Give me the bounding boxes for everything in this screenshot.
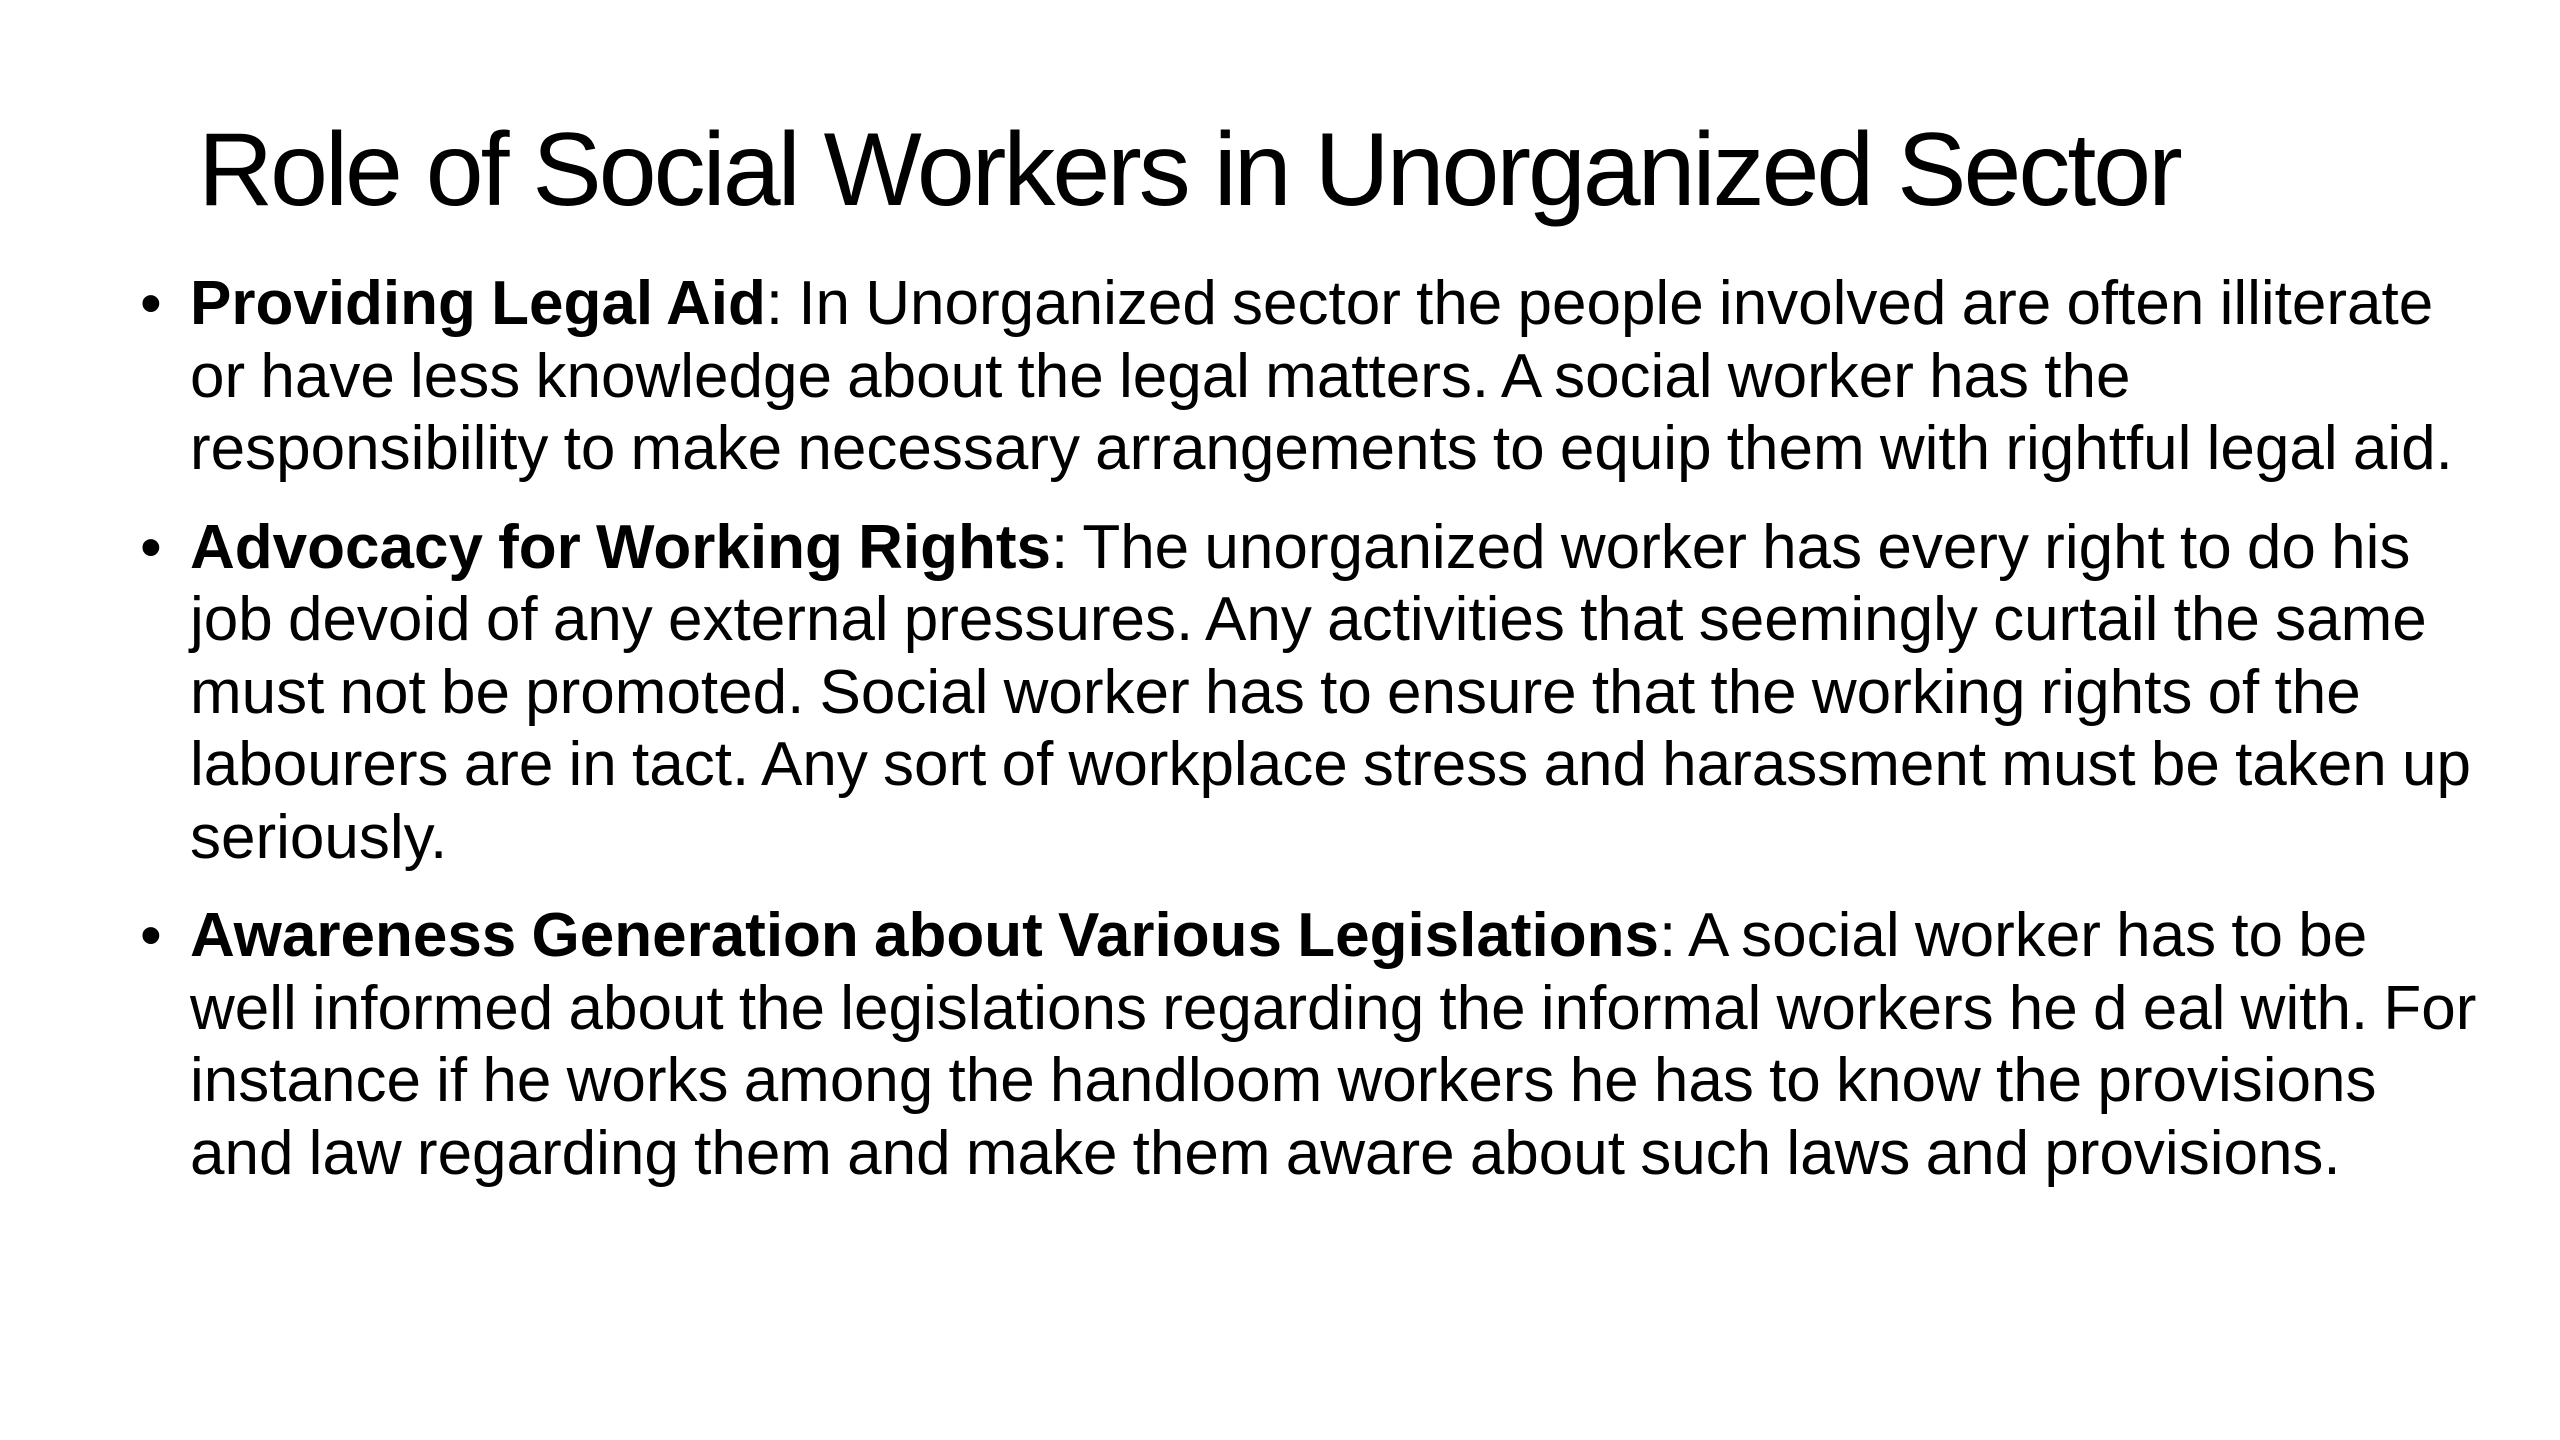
bullet-heading: Advocacy for Working Rights	[190, 512, 1051, 582]
bullet-text: A social worker has to be well informed about the legislations regarding the informal workers he d eal with. For instance if he works among the handloom workers he has to know the provisions and law regarding them and make them aware about such laws and provisions.	[190, 901, 2477, 1188]
bullet-separator: :	[1658, 901, 1688, 970]
bullet-heading: Awareness Generation about Various Legislations	[190, 901, 1659, 970]
slide-title: Role of Social Workers in Unorganized Sector	[198, 112, 2180, 228]
bullet-text: In Unorganized sector the people involved are often illiterate or have less knowledge about the legal matters. A social worker has the responsibility to make necessary arrangements to equip them with rightful legal aid.	[190, 269, 2453, 483]
bullet-heading: Providing Legal Aid	[190, 269, 766, 338]
bullet-icon: •	[140, 512, 162, 582]
bullet-item-legislations	[140, 900, 2480, 1190]
bullet-item-legal-aid	[140, 268, 2480, 486]
bullet-separator: :	[765, 269, 799, 338]
bullet-icon: •	[140, 901, 162, 970]
bullet-text: The unorganized worker has every right to do his job devoid of any external pressures. Any activities that seemingly curtail the same must not be promoted. Social worker has to ensure that the working rights of the labourers are in tact. Any sort of workplace stress and harassment must be taken up seriously.	[190, 512, 2471, 872]
bullet-icon: •	[140, 269, 162, 338]
bullet-item-working-rights	[140, 512, 2480, 875]
bullet-separator: :	[1050, 512, 1083, 582]
bullet-list	[140, 268, 2480, 1216]
